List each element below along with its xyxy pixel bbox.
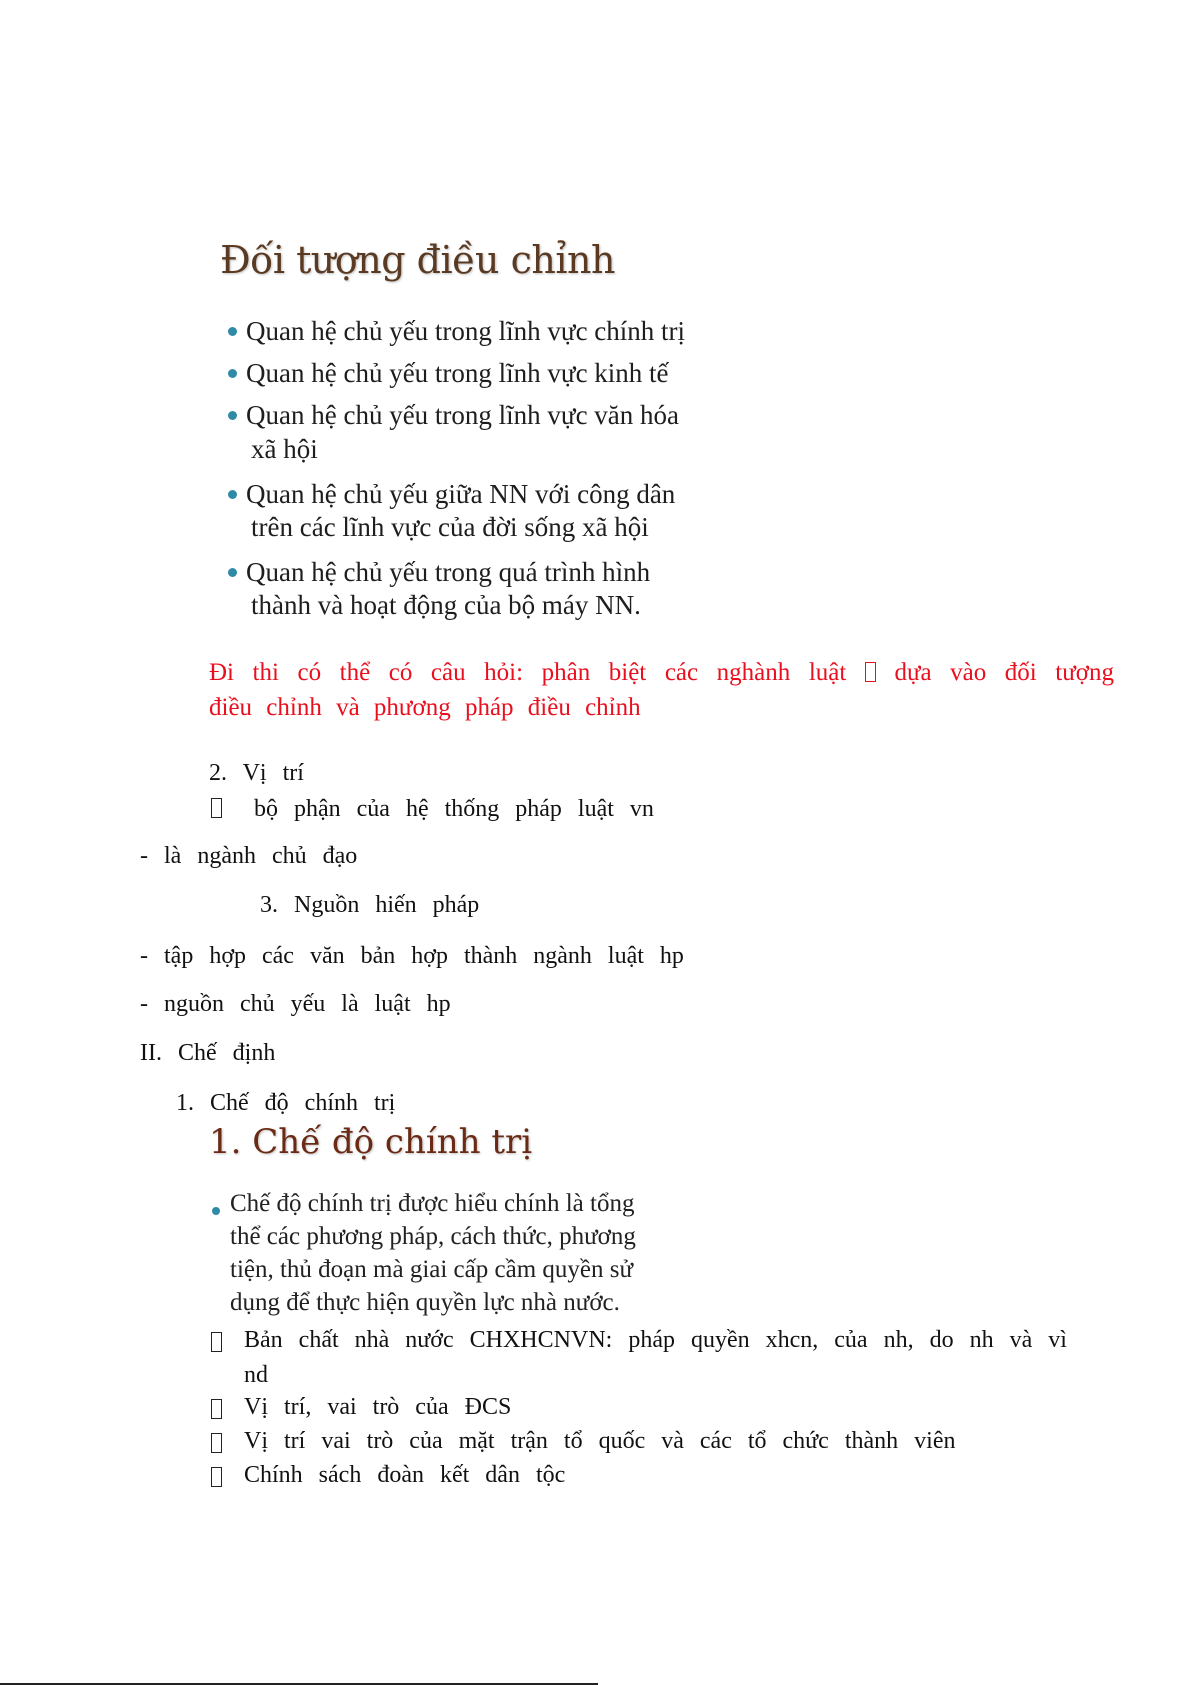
point-text: Vị trí, vai trò của ĐCS (244, 1394, 512, 1420)
section-subline (211, 796, 654, 823)
footnote-rule (0, 1683, 598, 1685)
section-subline-text: bộ phận của hệ thống pháp luật vn (254, 796, 654, 822)
part-heading: II. Chế định (140, 1040, 276, 1066)
slide1-bullet-continuation: thành và hoạt động của bộ máy NN. (251, 590, 641, 620)
slide2-line: Chế độ chính trị được hiểu chính là tổng (230, 1190, 635, 1217)
point-text: Bản chất nhà nước CHXHCNVN: pháp quyền xhcn, của nh, do nh và vì (244, 1327, 1067, 1353)
slide1-bullet (228, 476, 675, 512)
section-heading: 2. Vị trí (209, 760, 304, 786)
arrow-symbol-icon (211, 798, 222, 818)
arrow-symbol-icon (211, 1330, 222, 1357)
bullet-dot-icon (228, 369, 237, 378)
arrow-symbol-icon (865, 662, 876, 682)
slide1-bullet-text: Quan hệ chủ yếu trong lĩnh vực kinh tế (246, 358, 669, 388)
slide2-line: tiện, thủ đoạn mà giai cấp cầm quyền sử (230, 1256, 634, 1283)
slide1-bullet (228, 554, 650, 590)
slide1-bullet (228, 313, 685, 349)
slide1-title: Đối tượng điều chỉnh (220, 238, 615, 282)
bullet-dot-icon (228, 327, 237, 336)
dash-line: - là ngành chủ đạo (140, 843, 358, 869)
slide1-bullet-text: Quan hệ chủ yếu trong quá trình hình (246, 557, 651, 587)
dash-line: - nguồn chủ yếu là luật hp (140, 991, 451, 1017)
point-text: Vị trí vai trò của mặt trận tổ quốc và các tổ chức thành viên (244, 1428, 956, 1454)
point-text-continuation: nd (244, 1362, 268, 1388)
slide1-bullet (228, 397, 679, 433)
exam-note (209, 655, 1114, 725)
dash-line: - tập hợp các văn bản hợp thành ngành luật hp (140, 943, 684, 969)
slide2-title: 1. Chế độ chính trị (209, 1122, 533, 1162)
arrow-symbol-icon (211, 1397, 222, 1424)
subsection-heading: 1. Chế độ chính trị (176, 1090, 396, 1116)
arrow-symbol-icon (211, 1431, 222, 1458)
exam-note-text: điều chỉnh và phương pháp điều chỉnh (209, 694, 641, 721)
exam-note-text: dựa vào đối tượng (894, 659, 1115, 686)
arrow-symbol-icon (211, 1465, 222, 1492)
bullet-dot-icon (228, 490, 237, 499)
slide1-bullet (228, 355, 669, 391)
slide1-bullet-continuation: xã hội (251, 434, 318, 464)
slide1-bullet-text: Quan hệ chủ yếu trong lĩnh vực văn hóa (246, 400, 680, 430)
bullet-dot-icon (212, 1207, 220, 1215)
slide1-bullet-text: Quan hệ chủ yếu trong lĩnh vực chính trị (246, 316, 686, 346)
exam-note-text: Đi thi có thể có câu hỏi: phân biệt các nghành luật (209, 659, 847, 686)
section-heading: 3. Nguồn hiến pháp (260, 892, 480, 918)
bullet-dot-icon (228, 411, 237, 420)
point-text: Chính sách đoàn kết dân tộc (244, 1462, 566, 1488)
slide2-line: thể các phương pháp, cách thức, phương (230, 1223, 636, 1250)
slide1-bullet-continuation: trên các lĩnh vực của đời sống xã hội (251, 512, 649, 542)
bullet-dot-icon (228, 568, 237, 577)
slide2-line: dụng để thực hiện quyền lực nhà nước. (230, 1289, 620, 1316)
slide1-bullet-text: Quan hệ chủ yếu giữa NN với công dân (246, 479, 676, 509)
